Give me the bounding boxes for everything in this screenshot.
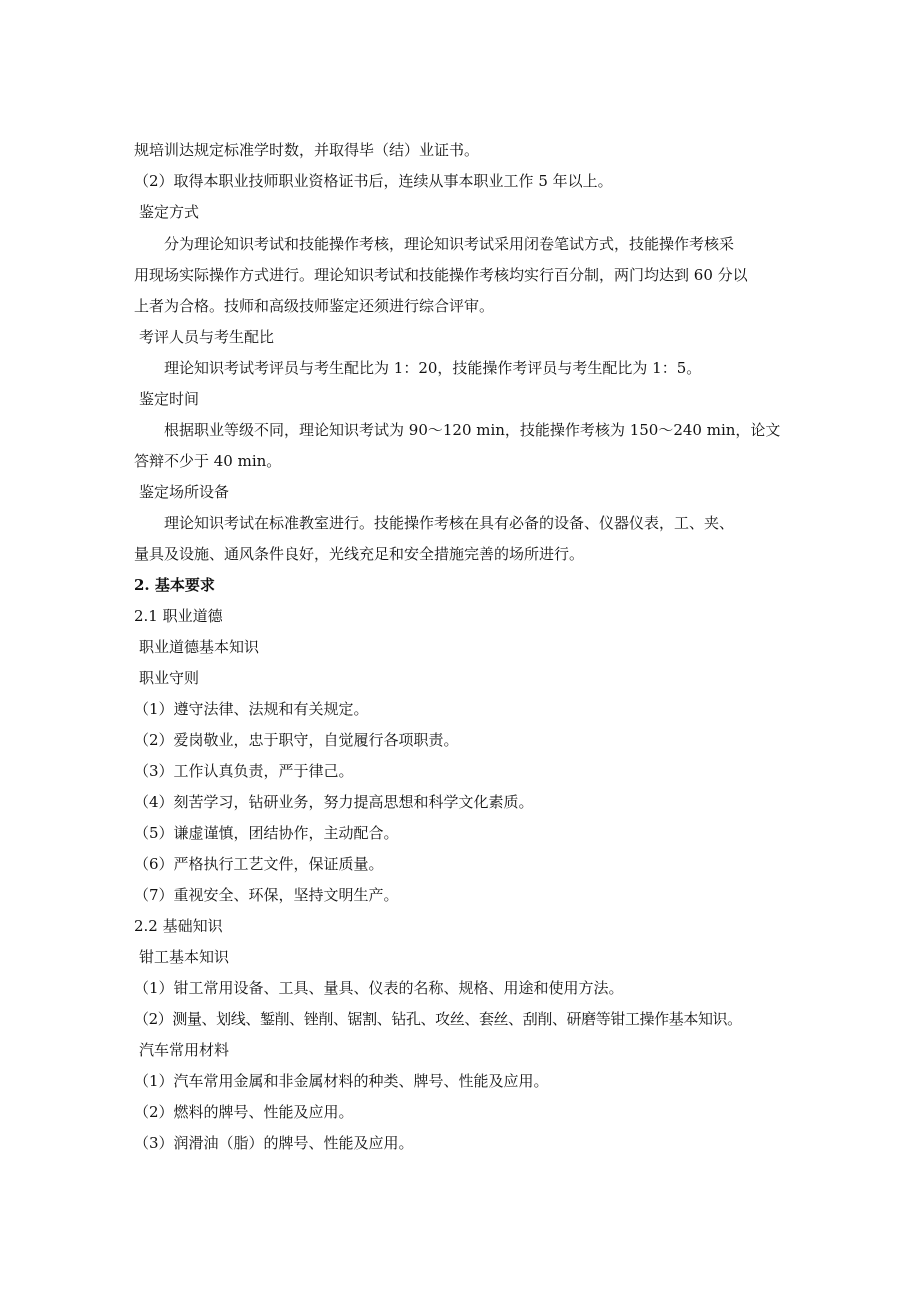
list-item: （2）测量、划线、錾削、锉削、锯割、钻孔、攻丝、套丝、刮削、研磨等钳工操作基本知识。 (134, 1010, 742, 1028)
heading-code-of-conduct: 职业守则 (139, 669, 200, 687)
paragraph-line: 上者为合格。技师和高级技师鉴定还须进行综合评审。 (134, 297, 495, 315)
requirement-item-2: （2）取得本职业技师职业资格证书后，连续从事本职业工作 5 年以上。 (134, 172, 613, 190)
subsection-heading-basic-knowledge: 2.2 基础知识 (134, 917, 223, 935)
paragraph-continuation: 规培训达规定标准学时数，并取得毕（结）业证书。 (134, 141, 480, 159)
paragraph-line: 量具及设施、通风条件良好，光线充足和安全措施完善的场所进行。 (134, 545, 585, 563)
heading-vehicle-materials: 汽车常用材料 (139, 1041, 230, 1059)
paragraph-line: 理论知识考试考评员与考生配比为 1：20，技能操作考评员与考生配比为 1：5。 (164, 359, 702, 377)
list-item: （6）严格执行工艺文件，保证质量。 (134, 855, 384, 873)
paragraph-line: 用现场实际操作方式进行。理论知识考试和技能操作考核均实行百分制，两门均达到 60 分以 (134, 266, 748, 284)
list-item: （3）工作认真负责，严于律己。 (134, 762, 354, 780)
list-item: （1）遵守法律、法规和有关规定。 (134, 700, 369, 718)
list-item: （2）爱岗敬业，忠于职守，自觉履行各项职责。 (134, 731, 459, 749)
paragraph-line: 分为理论知识考试和技能操作考核，理论知识考试采用闭卷笔试方式，技能操作考核采 (164, 235, 735, 253)
list-item: （7）重视安全、环保，坚持文明生产。 (134, 886, 399, 904)
heading-identification-time: 鉴定时间 (139, 390, 200, 408)
list-item: （3）润滑油（脂）的牌号、性能及应用。 (134, 1134, 414, 1152)
section-heading-basic-requirements: 2. 基本要求 (134, 576, 215, 594)
paragraph-line: 理论知识考试在标准教室进行。技能操作考核在具有必备的设备、仪器仪表，工、夹、 (164, 514, 735, 532)
list-item: （4）刻苦学习，钻研业务，努力提高思想和科学文化素质。 (134, 793, 534, 811)
paragraph-line: 答辩不少于 40 min。 (134, 452, 282, 470)
subsection-heading-professional-ethics: 2.1 职业道德 (134, 607, 223, 625)
heading-identification-venue: 鉴定场所设备 (139, 483, 230, 501)
list-item: （5）谦虚谨慎，团结协作，主动配合。 (134, 824, 399, 842)
heading-fitter-knowledge: 钳工基本知识 (139, 948, 230, 966)
heading-identification-method: 鉴定方式 (139, 203, 200, 221)
paragraph-line: 根据职业等级不同，理论知识考试为 90～120 min，技能操作考核为 150～240 min，论文 (164, 421, 781, 439)
heading-examiner-ratio: 考评人员与考生配比 (139, 328, 275, 346)
list-item: （2）燃料的牌号、性能及应用。 (134, 1103, 354, 1121)
heading-ethics-knowledge: 职业道德基本知识 (139, 638, 260, 656)
list-item: （1）钳工常用设备、工具、量具、仪表的名称、规格、用途和使用方法。 (134, 979, 624, 997)
list-item: （1）汽车常用金属和非金属材料的种类、牌号、性能及应用。 (134, 1072, 549, 1090)
